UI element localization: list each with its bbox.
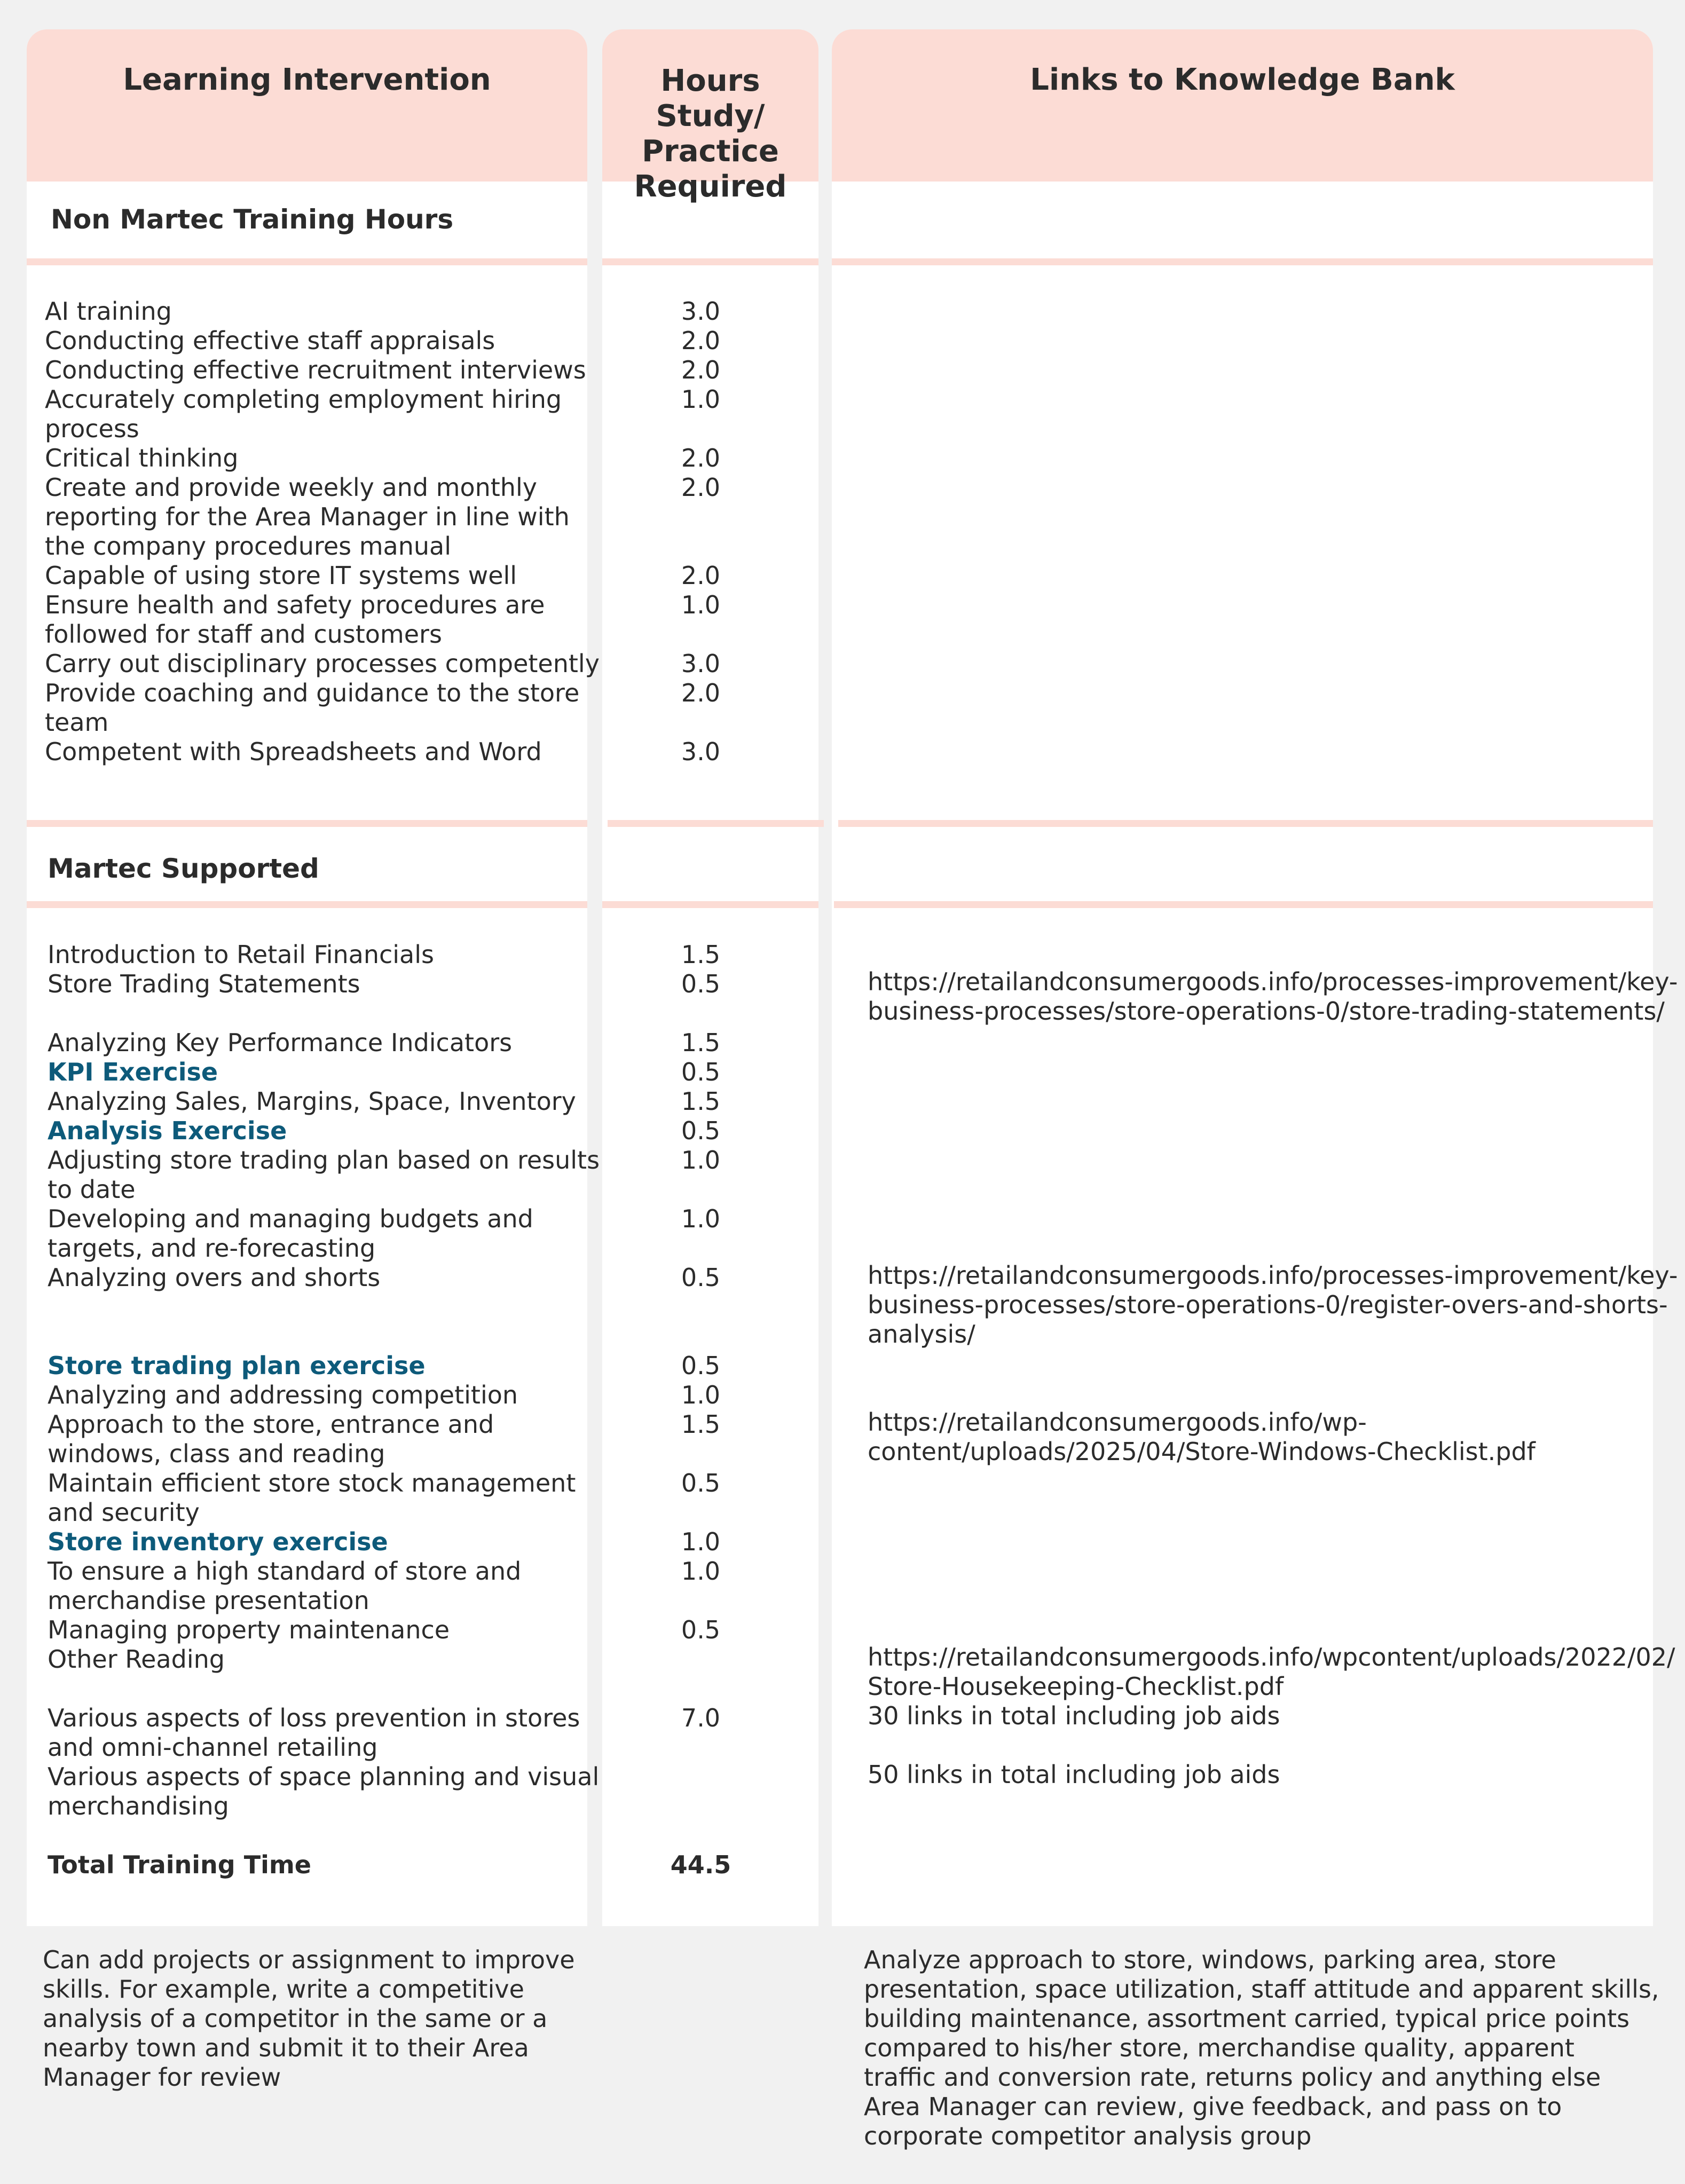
list-item-label: Other Reading: [48, 1645, 225, 1674]
hours-value: 1.0: [681, 1381, 721, 1409]
section-title-martec: Martec Supported: [48, 853, 319, 884]
knowledge-bank-link[interactable]: https://retailandconsumergoods.info/wp-: [868, 1408, 1367, 1437]
list-item-label: Analyzing Key Performance Indicators: [48, 1028, 513, 1057]
list-item-label: process: [45, 414, 139, 443]
hours-value: 2.0: [681, 679, 721, 707]
note-left: skills. For example, write a competitive: [43, 1975, 524, 2004]
knowledge-bank-link[interactable]: Store-Housekeeping-Checklist.pdf: [868, 1672, 1284, 1701]
hours-value: 0.5: [681, 1615, 721, 1644]
list-item-label: Various aspects of loss prevention in stores: [48, 1704, 580, 1732]
hours-value: 1.0: [681, 385, 721, 414]
hours-value: 1.5: [681, 1410, 721, 1439]
list-item-label: Accurately completing employment hiring: [45, 385, 562, 414]
links-count-note: 50 links in total including job aids: [868, 1760, 1280, 1789]
list-item-label: Adjusting store trading plan based on results: [48, 1146, 600, 1174]
links-count-note: 30 links in total including job aids: [868, 1701, 1280, 1730]
section-divider: [27, 258, 587, 265]
note-right: compared to his/her store, merchandise quality, apparent: [864, 2033, 1574, 2062]
list-item-label: Managing property maintenance: [48, 1615, 450, 1644]
section-divider: [27, 901, 587, 908]
section-divider: [838, 820, 1653, 827]
hours-value: 0.5: [681, 1351, 721, 1380]
hours-value: 2.0: [681, 561, 721, 590]
header-hours: Hours Study/ Practice Required: [634, 64, 787, 204]
hours-value: 0.5: [681, 1263, 721, 1292]
note-right: Area Manager can review, give feedback, and pass on to: [864, 2092, 1562, 2121]
column-header: [27, 29, 587, 182]
header-learning-intervention: Learning Intervention: [123, 62, 491, 97]
list-item-label: Ensure health and safety procedures are: [45, 590, 545, 619]
list-item-label: Maintain efficient store stock management: [48, 1469, 576, 1497]
hours-value: 0.5: [681, 1116, 721, 1145]
section-divider: [27, 820, 587, 827]
list-item-label: Developing and managing budgets and: [48, 1204, 533, 1233]
note-left: nearby town and submit it to their Area: [43, 2033, 529, 2062]
list-item-label: Competent with Spreadsheets and Word: [45, 737, 542, 766]
hours-value: 7.0: [681, 1704, 721, 1732]
section-divider: [834, 901, 1653, 908]
note-right: traffic and conversion rate, returns policy and anything else: [864, 2063, 1601, 2092]
list-item-label: windows, class and reading: [48, 1439, 385, 1468]
exercise-label: Store inventory exercise: [48, 1527, 388, 1556]
section-divider: [602, 901, 818, 908]
knowledge-bank-link[interactable]: content/uploads/2025/04/Store-Windows-Checklist.pdf: [868, 1437, 1536, 1466]
hours-value: 3.0: [681, 737, 721, 766]
list-item-label: Carry out disciplinary processes competently: [45, 649, 600, 678]
hours-value: 1.5: [681, 1028, 721, 1057]
knowledge-bank-link[interactable]: https://retailandconsumergoods.info/processes-improvement/key-: [868, 967, 1678, 996]
list-item-label: the company procedures manual: [45, 532, 451, 561]
hours-value: 0.5: [681, 1469, 721, 1497]
hours-value: 1.0: [681, 1557, 721, 1586]
list-item-label: Critical thinking: [45, 444, 239, 472]
hours-value: 2.0: [681, 473, 721, 502]
list-item-label: targets, and re-forecasting: [48, 1234, 376, 1263]
list-item-label: merchandising: [48, 1792, 229, 1820]
total-hours: 44.5: [670, 1850, 731, 1879]
note-right: Analyze approach to store, windows, parking area, store: [864, 1945, 1556, 1974]
hours-value: 1.5: [681, 940, 721, 969]
header-links: Links to Knowledge Bank: [1030, 62, 1455, 97]
column-header: [602, 29, 818, 204]
hours-value: 3.0: [681, 649, 721, 678]
list-item-label: Provide coaching and guidance to the store: [45, 679, 580, 707]
list-item-label: Analyzing Sales, Margins, Space, Inventory: [48, 1087, 576, 1116]
list-item-label: To ensure a high standard of store and: [48, 1557, 522, 1586]
section-divider: [608, 820, 824, 827]
hours-value: 2.0: [681, 444, 721, 472]
list-item-label: Analyzing overs and shorts: [48, 1263, 381, 1292]
section-divider: [602, 258, 818, 265]
note-left: Manager for review: [43, 2063, 281, 2092]
list-item-label: Create and provide weekly and monthly: [45, 473, 537, 502]
exercise-label: Store trading plan exercise: [48, 1351, 426, 1380]
list-item-label: merchandise presentation: [48, 1586, 369, 1615]
list-item-label: Conducting effective staff appraisals: [45, 326, 495, 355]
knowledge-bank-link[interactable]: https://retailandconsumergoods.info/processes-improvement/key-: [868, 1261, 1678, 1290]
list-item-label: Store Trading Statements: [48, 969, 360, 998]
list-item-label: Introduction to Retail Financials: [48, 940, 434, 969]
list-item-label: followed for staff and customers: [45, 620, 442, 649]
hours-value: 1.0: [681, 1527, 721, 1556]
hours-value: 1.5: [681, 1087, 721, 1116]
note-right: presentation, space utilization, staff attitude and apparent skills,: [864, 1975, 1659, 2004]
list-item-label: and security: [48, 1498, 200, 1527]
exercise-label: Analysis Exercise: [48, 1116, 287, 1145]
hours-value: 1.0: [681, 1204, 721, 1233]
note-right: corporate competitor analysis group: [864, 2122, 1312, 2150]
hours-value: 0.5: [681, 969, 721, 998]
hours-value: 2.0: [681, 326, 721, 355]
hours-value: 0.5: [681, 1058, 721, 1086]
hours-value: 3.0: [681, 297, 721, 326]
list-item-label: Conducting effective recruitment interviews: [45, 356, 586, 384]
column-header: [832, 29, 1653, 182]
total-label: Total Training Time: [48, 1850, 311, 1879]
hours-value: 1.0: [681, 590, 721, 619]
note-right: building maintenance, assortment carried, typical price points: [864, 2004, 1630, 2033]
list-item-label: Capable of using store IT systems well: [45, 561, 517, 590]
note-left: Can add projects or assignment to improve: [43, 1945, 575, 1974]
knowledge-bank-link[interactable]: https://retailandconsumergoods.info/wpcontent/uploads/2022/02/: [868, 1643, 1675, 1671]
knowledge-bank-link[interactable]: business-processes/store-operations-0/store-trading-statements/: [868, 997, 1665, 1026]
section-divider: [832, 258, 1653, 265]
section-title-non-martec: Non Martec Training Hours: [51, 204, 454, 235]
hours-value: 2.0: [681, 356, 721, 384]
list-item-label: to date: [48, 1175, 136, 1204]
list-item-label: AI training: [45, 297, 172, 326]
list-item-label: reporting for the Area Manager in line with: [45, 502, 570, 531]
exercise-label: KPI Exercise: [48, 1058, 218, 1086]
knowledge-bank-link[interactable]: analysis/: [868, 1320, 975, 1349]
note-left: analysis of a competitor in the same or a: [43, 2004, 548, 2033]
knowledge-bank-link[interactable]: business-processes/store-operations-0/register-overs-and-shorts-: [868, 1290, 1668, 1319]
list-item-label: Various aspects of space planning and visual: [48, 1762, 600, 1791]
list-item-label: Analyzing and addressing competition: [48, 1381, 518, 1409]
list-item-label: Approach to the store, entrance and: [48, 1410, 494, 1439]
list-item-label: team: [45, 708, 109, 737]
list-item-label: and omni-channel retailing: [48, 1733, 378, 1762]
hours-value: 1.0: [681, 1146, 721, 1174]
